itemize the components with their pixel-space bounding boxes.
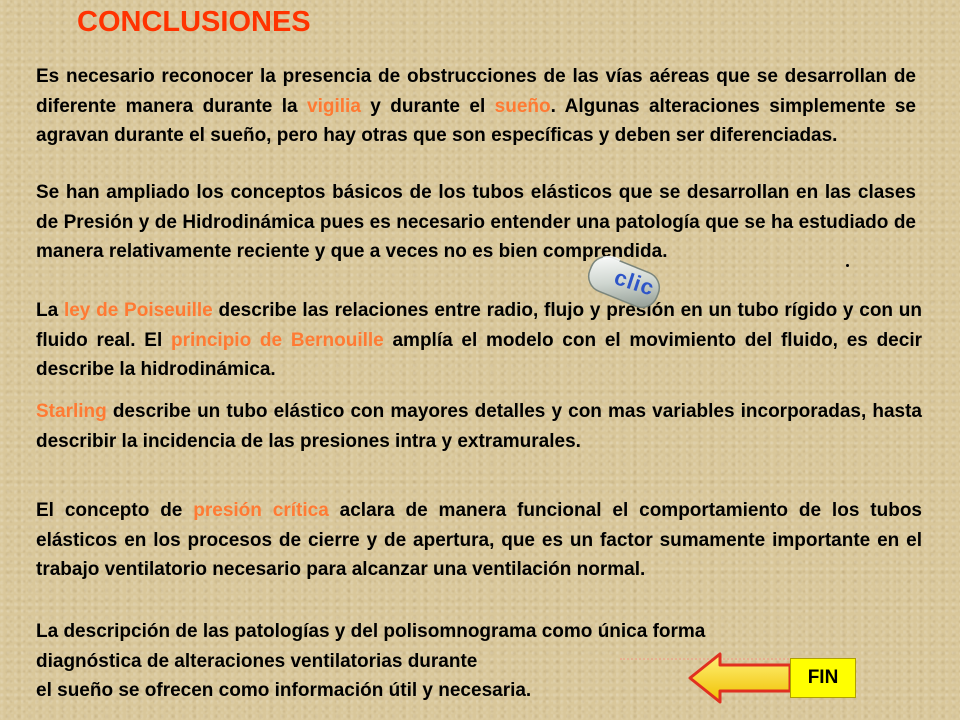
highlight-vigilia: vigilia [307, 95, 361, 117]
p1-text-1: Es necesario reconocer la presencia de obstrucciones de las vías aéreas que se desarrollan de diferente manera durante la [36, 66, 916, 117]
p1-text-2: y durante el [360, 95, 495, 117]
back-arrow-button[interactable] [688, 652, 794, 704]
p4-text-1: describe un tubo elástico con mayores detalles y con mas variables incorporadas, hasta describir la incidencia de las presiones intra y extramurales. [36, 401, 922, 452]
left-arrow-icon [688, 652, 794, 704]
p3-text-4: amplía el modelo con el movimiento del fluido, es decir describe la hidrodinámica. [36, 329, 922, 380]
paragraph-tubos-elasticos [36, 178, 916, 267]
page-title: CONCLUSIONES [77, 6, 311, 38]
stray-dot [846, 264, 849, 267]
p3-text-1: La [36, 300, 64, 321]
p5-text-1: El concepto de [36, 500, 194, 521]
paragraph-starling [36, 397, 922, 456]
highlight-presion-critica: presión crítica [193, 500, 329, 521]
p2-text: Se han ampliado los conceptos básicos de los tubos elásticos que se desarrollan en las clases de Presión y de Hidrodinámica pues es necesario entender una patología que se ha estudiado de manera relativamente reciente y que a veces no es bien comprendida. [36, 182, 916, 262]
p6-line-1: La descripción de las patologías y del polisomnograma como única forma [36, 621, 706, 642]
p6-line-2: diagnóstica de alteraciones ventilatorias durante [36, 650, 478, 672]
highlight-bernouille: principio de Bernouille [170, 329, 384, 351]
fin-button[interactable]: FIN [790, 658, 856, 698]
highlight-starling: Starling [36, 401, 107, 422]
paragraph-vigilia-sueno [36, 62, 916, 151]
mouse-button-icon [582, 254, 666, 310]
highlight-poiseuille: ley de Poiseuille [63, 300, 213, 321]
clic-label: clic [611, 264, 658, 301]
p6-line-3: el sueño se ofrecen como información útil y necesaria. [36, 680, 532, 701]
clic-button[interactable] [582, 254, 666, 310]
paragraph-presion-critica [36, 496, 922, 585]
p5-text-2: aclara de manera funcional el comportamiento de los tubos elásticos en los procesos de cierre y de apertura, que es un factor sumamente importante en el trabajo ventilatorio necesario para alcanzar una ventilación normal. [36, 500, 922, 580]
p1-text-3: . Algunas alteraciones simplemente se agravan durante el sueño, pero hay otras que son específicas y deben ser diferenciadas. [36, 95, 916, 146]
paragraph-poiseuille [36, 296, 922, 385]
p3-text-3: radio, flujo y presión en un tubo rígido y con un fluido real. El [36, 300, 923, 351]
p3-text-2: describe las relaciones entre [212, 300, 487, 321]
highlight-sueno: sueño [494, 95, 551, 117]
